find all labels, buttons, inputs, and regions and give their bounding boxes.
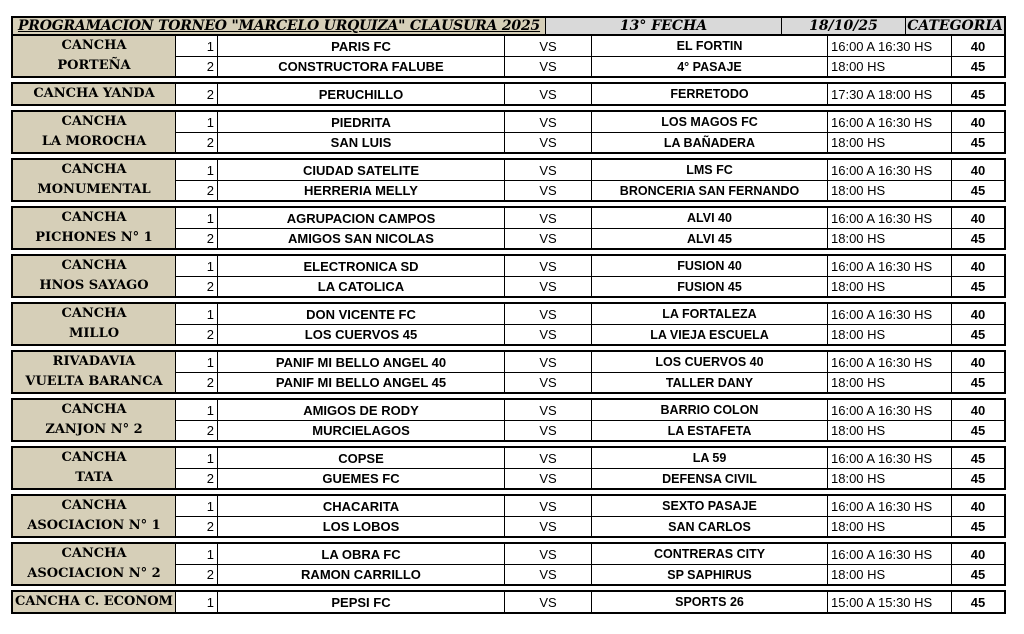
match-category: 45 <box>951 517 1004 536</box>
match-time: 15:00 A 15:30 HS <box>827 592 951 612</box>
venue-group <box>11 110 1006 154</box>
away-team: LA BAÑADERA <box>591 133 827 152</box>
match-category: 45 <box>951 565 1004 584</box>
home-team: MURCIELAGOS <box>217 421 504 440</box>
venue-group <box>11 158 1006 202</box>
versus-label: VS <box>504 36 591 56</box>
match-number: 2 <box>206 183 214 198</box>
match-time: 18:00 HS <box>827 421 951 440</box>
versus-label: VS <box>504 565 591 584</box>
match-time: 16:00 A 16:30 HS <box>827 208 951 228</box>
match-row <box>176 468 1004 488</box>
match-row <box>176 132 1004 152</box>
home-team: RAMON CARRILLO <box>217 565 504 584</box>
venue-name <box>13 496 176 536</box>
match-number: 1 <box>206 210 214 226</box>
match-category: 45 <box>951 592 1004 612</box>
match-number: 2 <box>206 279 214 294</box>
match-number: 2 <box>206 59 214 74</box>
match-number: 1 <box>206 402 214 418</box>
match-time: 16:00 A 16:30 HS <box>827 112 951 132</box>
venue-group <box>11 446 1006 490</box>
match-row <box>176 304 1004 324</box>
venue-name <box>13 160 176 200</box>
away-team: CONTRERAS CITY <box>591 544 827 564</box>
match-row <box>176 228 1004 248</box>
match-row <box>176 496 1004 516</box>
venue-name <box>13 208 176 248</box>
venue-group <box>11 254 1006 298</box>
versus-label: VS <box>504 256 591 276</box>
away-team: LA VIEJA ESCUELA <box>591 325 827 344</box>
versus-label: VS <box>504 57 591 76</box>
venue-name-line: CANCHA <box>61 402 127 417</box>
match-row <box>176 564 1004 584</box>
home-team: PANIF MI BELLO ANGEL 40 <box>217 352 504 372</box>
home-team: HERRERIA MELLY <box>217 181 504 200</box>
match-time: 18:00 HS <box>827 57 951 76</box>
home-team: SAN LUIS <box>217 133 504 152</box>
away-team: LA ESTAFETA <box>591 421 827 440</box>
match-time: 16:00 A 16:30 HS <box>827 400 951 420</box>
home-team: PARIS FC <box>217 36 504 56</box>
venue-group <box>11 398 1006 442</box>
match-number: 1 <box>206 162 214 178</box>
venue-name <box>13 352 176 392</box>
home-team: PANIF MI BELLO ANGEL 45 <box>217 373 504 392</box>
schedule-header <box>11 16 1006 36</box>
versus-label: VS <box>504 421 591 440</box>
away-team: FUSION 45 <box>591 277 827 296</box>
match-time: 16:00 A 16:30 HS <box>827 256 951 276</box>
match-number: 1 <box>206 546 214 562</box>
venue-group <box>11 590 1006 614</box>
match-category: 40 <box>951 496 1004 516</box>
venue-name-line: LA MOROCHA <box>41 134 147 149</box>
match-row <box>176 56 1004 76</box>
match-number: 2 <box>206 567 214 582</box>
away-team: FERRETODO <box>591 84 827 104</box>
venue-name <box>13 304 176 344</box>
match-row <box>176 352 1004 372</box>
match-time: 18:00 HS <box>827 181 951 200</box>
venue-name-line: MILLO <box>68 326 120 341</box>
match-number: 2 <box>206 471 214 486</box>
match-time: 18:00 HS <box>827 229 951 248</box>
match-rows <box>176 352 1004 392</box>
match-groups <box>11 36 1006 614</box>
schedule-sheet <box>11 16 1006 614</box>
versus-label: VS <box>504 592 591 612</box>
match-category: 40 <box>951 352 1004 372</box>
match-number: 1 <box>206 258 214 274</box>
home-team: LOS CUERVOS 45 <box>217 325 504 344</box>
venue-name-line: ZANJON N° 2 <box>45 422 143 437</box>
match-category: 45 <box>951 84 1004 104</box>
versus-label: VS <box>504 133 591 152</box>
versus-label: VS <box>504 112 591 132</box>
venue-name <box>13 84 176 104</box>
home-team: DON VICENTE FC <box>217 304 504 324</box>
match-number: 1 <box>206 498 214 514</box>
match-number: 1 <box>206 594 214 610</box>
home-team: LA CATOLICA <box>217 277 504 296</box>
venue-name <box>13 448 176 488</box>
venue-name-line: CANCHA <box>61 162 127 177</box>
venue-name-line: CANCHA <box>61 546 127 561</box>
away-team: LOS CUERVOS 40 <box>591 352 827 372</box>
home-team: PERUCHILLO <box>217 84 504 104</box>
category-header: CATEGORIA <box>905 18 1004 34</box>
match-time: 18:00 HS <box>827 325 951 344</box>
match-row <box>176 36 1004 56</box>
venue-name-line: CANCHA C. ECONOM <box>15 594 173 609</box>
home-team: GUEMES FC <box>217 469 504 488</box>
match-category: 45 <box>951 373 1004 392</box>
match-time: 18:00 HS <box>827 277 951 296</box>
home-team: ELECTRONICA SD <box>217 256 504 276</box>
venue-group <box>11 350 1006 394</box>
match-row <box>176 544 1004 564</box>
venue-name <box>13 112 176 152</box>
match-category: 40 <box>951 544 1004 564</box>
match-category: 45 <box>951 448 1004 468</box>
match-time: 16:00 A 16:30 HS <box>827 544 951 564</box>
match-category: 45 <box>951 133 1004 152</box>
away-team: LOS MAGOS FC <box>591 112 827 132</box>
away-team: ALVI 40 <box>591 208 827 228</box>
match-category: 45 <box>951 325 1004 344</box>
venue-name-line: CANCHA <box>61 210 127 225</box>
match-category: 40 <box>951 160 1004 180</box>
match-rows <box>176 304 1004 344</box>
venue-group <box>11 542 1006 586</box>
match-number: 1 <box>206 354 214 370</box>
venue-group <box>11 82 1006 106</box>
versus-label: VS <box>504 496 591 516</box>
versus-label: VS <box>504 229 591 248</box>
match-category: 40 <box>951 256 1004 276</box>
match-category: 40 <box>951 36 1004 56</box>
match-number: 1 <box>206 450 214 466</box>
match-time: 18:00 HS <box>827 565 951 584</box>
match-time: 16:00 A 16:30 HS <box>827 36 951 56</box>
versus-label: VS <box>504 208 591 228</box>
home-team: LOS LOBOS <box>217 517 504 536</box>
match-rows <box>176 448 1004 488</box>
away-team: SPORTS 26 <box>591 592 827 612</box>
venue-name-line: CANCHA YANDA <box>33 86 155 101</box>
home-team: COPSE <box>217 448 504 468</box>
match-number: 1 <box>206 38 214 54</box>
home-team: CHACARITA <box>217 496 504 516</box>
venue-name-line: CANCHA <box>61 258 127 273</box>
venue-name <box>13 36 176 76</box>
match-number: 2 <box>206 86 214 102</box>
venue-name-line: TATA <box>75 470 113 485</box>
venue-name-line: ASOCIACION N° 1 <box>27 518 161 533</box>
match-rows <box>176 544 1004 584</box>
versus-label: VS <box>504 84 591 104</box>
venue-name-line: CANCHA <box>61 38 127 53</box>
away-team: EL FORTIN <box>591 36 827 56</box>
venue-name-line: HNOS SAYAGO <box>39 278 149 293</box>
away-team: LMS FC <box>591 160 827 180</box>
home-team: CIUDAD SATELITE <box>217 160 504 180</box>
match-category: 40 <box>951 208 1004 228</box>
venue-name-line: CANCHA <box>61 114 127 129</box>
venue-name <box>13 592 176 612</box>
away-team: BARRIO COLON <box>591 400 827 420</box>
match-row <box>176 372 1004 392</box>
match-row <box>176 400 1004 420</box>
versus-label: VS <box>504 544 591 564</box>
match-row <box>176 208 1004 228</box>
away-team: LA FORTALEZA <box>591 304 827 324</box>
match-time: 18:00 HS <box>827 373 951 392</box>
match-rows <box>176 112 1004 152</box>
away-team: ALVI 45 <box>591 229 827 248</box>
venue-group <box>11 36 1006 78</box>
match-row <box>176 256 1004 276</box>
away-team: SP SAPHIRUS <box>591 565 827 584</box>
match-category: 40 <box>951 400 1004 420</box>
match-category: 45 <box>951 181 1004 200</box>
venue-name-line: PORTEÑA <box>57 58 131 73</box>
match-row <box>176 516 1004 536</box>
venue-group <box>11 302 1006 346</box>
match-rows <box>176 496 1004 536</box>
match-category: 40 <box>951 304 1004 324</box>
match-rows <box>176 256 1004 296</box>
match-number: 2 <box>206 327 214 342</box>
venue-name-line: CANCHA <box>61 450 127 465</box>
versus-label: VS <box>504 181 591 200</box>
away-team: TALLER DANY <box>591 373 827 392</box>
match-time: 18:00 HS <box>827 133 951 152</box>
away-team: 4° PASAJE <box>591 57 827 76</box>
match-number: 2 <box>206 519 214 534</box>
round-label: 13° FECHA <box>545 18 781 34</box>
match-rows <box>176 208 1004 248</box>
match-rows <box>176 400 1004 440</box>
match-time: 16:00 A 16:30 HS <box>827 304 951 324</box>
match-time: 18:00 HS <box>827 469 951 488</box>
venue-name <box>13 400 176 440</box>
match-category: 45 <box>951 229 1004 248</box>
match-number: 1 <box>206 306 214 322</box>
venue-name-line: VUELTA BARANCA <box>25 374 163 389</box>
away-team: SAN CARLOS <box>591 517 827 536</box>
match-time: 16:00 A 16:30 HS <box>827 448 951 468</box>
match-row <box>176 324 1004 344</box>
venue-name-line: PICHONES N° 1 <box>35 230 153 245</box>
match-number: 2 <box>206 375 214 390</box>
away-team: SEXTO PASAJE <box>591 496 827 516</box>
venue-name <box>13 544 176 584</box>
venue-group <box>11 494 1006 538</box>
match-number: 1 <box>206 114 214 130</box>
match-rows <box>176 592 1004 612</box>
versus-label: VS <box>504 277 591 296</box>
match-category: 45 <box>951 57 1004 76</box>
match-category: 45 <box>951 469 1004 488</box>
match-time: 16:00 A 16:30 HS <box>827 160 951 180</box>
match-time: 16:00 A 16:30 HS <box>827 352 951 372</box>
venue-name-line: RIVADAVIA <box>52 354 136 369</box>
home-team: AMIGOS SAN NICOLAS <box>217 229 504 248</box>
home-team: CONSTRUCTORA FALUBE <box>217 57 504 76</box>
match-row <box>176 276 1004 296</box>
versus-label: VS <box>504 304 591 324</box>
match-time: 16:00 A 16:30 HS <box>827 496 951 516</box>
venue-name-line: ASOCIACION N° 2 <box>27 566 161 581</box>
tournament-title: PROGRAMACION TORNEO "MARCELO URQUIZA" CLAUSURA 2025 <box>13 18 545 34</box>
match-number: 2 <box>206 231 214 246</box>
versus-label: VS <box>504 325 591 344</box>
match-category: 40 <box>951 112 1004 132</box>
match-category: 45 <box>951 277 1004 296</box>
home-team: PIEDRITA <box>217 112 504 132</box>
versus-label: VS <box>504 400 591 420</box>
match-row <box>176 592 1004 612</box>
match-category: 45 <box>951 421 1004 440</box>
versus-label: VS <box>504 160 591 180</box>
away-team: FUSION 40 <box>591 256 827 276</box>
match-time: 17:30 A 18:00 HS <box>827 84 951 104</box>
away-team: LA 59 <box>591 448 827 468</box>
venue-name <box>13 256 176 296</box>
match-rows <box>176 160 1004 200</box>
versus-label: VS <box>504 373 591 392</box>
match-row <box>176 160 1004 180</box>
versus-label: VS <box>504 448 591 468</box>
match-time: 18:00 HS <box>827 517 951 536</box>
venue-name-line: MONUMENTAL <box>37 182 151 197</box>
match-date: 18/10/25 <box>781 18 905 34</box>
home-team: PEPSI FC <box>217 592 504 612</box>
away-team: BRONCERIA SAN FERNANDO <box>591 181 827 200</box>
match-number: 2 <box>206 423 214 438</box>
match-row <box>176 84 1004 104</box>
match-number: 2 <box>206 135 214 150</box>
venue-name-line: CANCHA <box>61 306 127 321</box>
home-team: AMIGOS DE RODY <box>217 400 504 420</box>
away-team: DEFENSA CIVIL <box>591 469 827 488</box>
match-row <box>176 420 1004 440</box>
versus-label: VS <box>504 517 591 536</box>
match-row <box>176 112 1004 132</box>
match-rows <box>176 36 1004 76</box>
match-row <box>176 180 1004 200</box>
match-rows <box>176 84 1004 104</box>
versus-label: VS <box>504 352 591 372</box>
venue-group <box>11 206 1006 250</box>
match-row <box>176 448 1004 468</box>
venue-name-line: CANCHA <box>61 498 127 513</box>
home-team: AGRUPACION CAMPOS <box>217 208 504 228</box>
versus-label: VS <box>504 469 591 488</box>
home-team: LA OBRA FC <box>217 544 504 564</box>
